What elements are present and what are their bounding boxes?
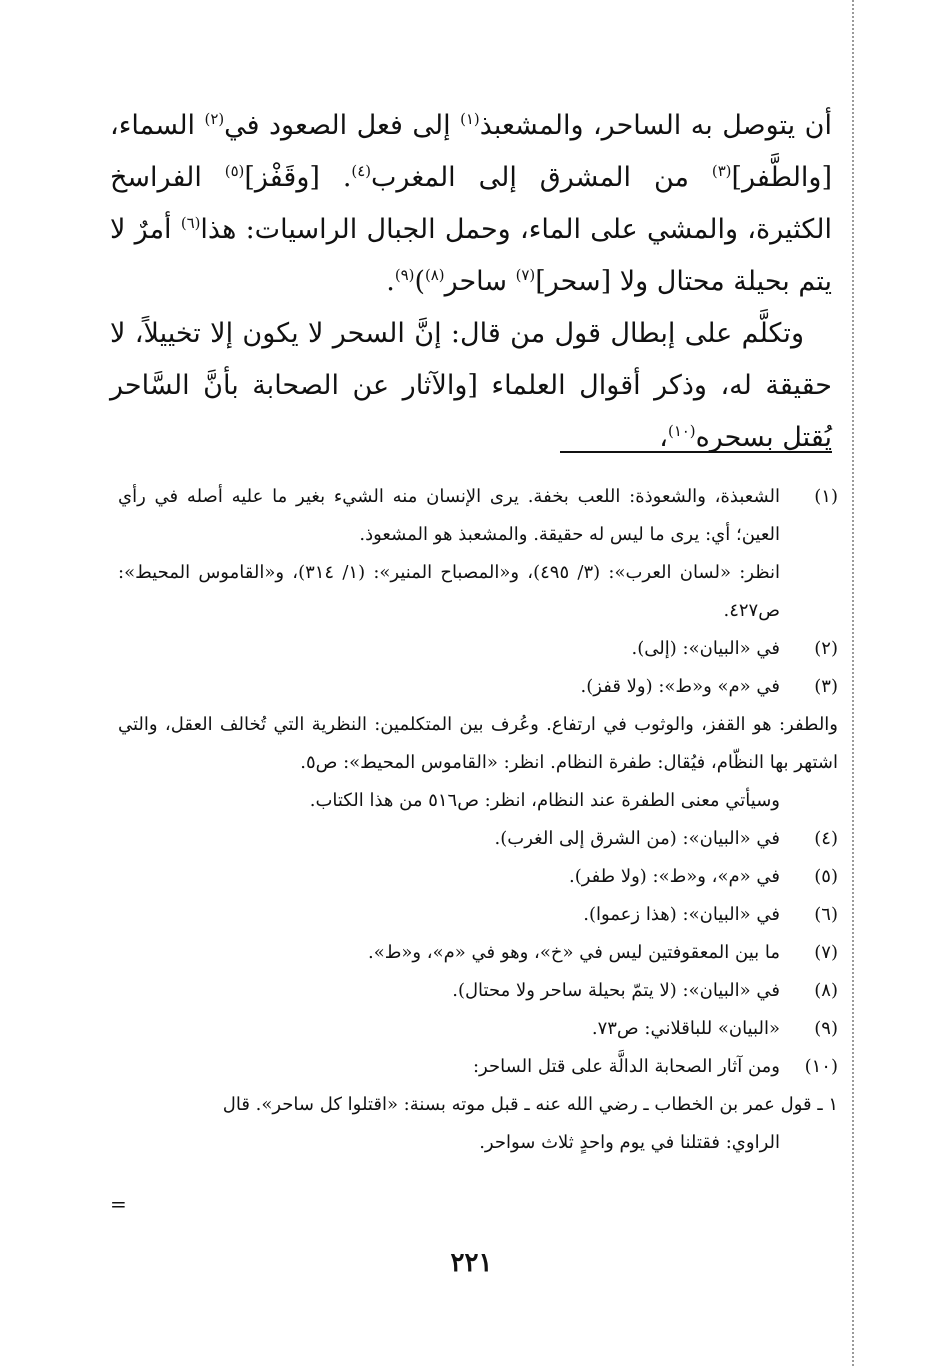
footnote-number: (٥) xyxy=(814,866,838,887)
footnote-text: في «البيان»: (إلى). xyxy=(631,638,780,659)
footnote-1-reference: انظر: «لسان العرب»: (٣/ ٤٩٥)، و«المصباح المنير»: (١/ ٣١٤)، و«القاموس المحيط»: ص٤٢٧. xyxy=(118,562,780,621)
footnote-1 xyxy=(118,478,838,554)
footnote-number: (٤) xyxy=(814,828,838,849)
footnote-ref-4[interactable]: (٤) xyxy=(351,162,371,180)
footnote-ref-10[interactable]: (١٠) xyxy=(668,422,696,440)
footnote-number: (٧) xyxy=(814,942,838,963)
footnote-6 xyxy=(118,896,838,934)
footnote-number: (٦) xyxy=(814,904,838,925)
footnote-ref-2[interactable]: (٢) xyxy=(204,110,225,128)
footnote-number: (١٠) xyxy=(804,1056,838,1077)
footnote-9 xyxy=(118,1010,838,1048)
footnote-text: ومن آثار الصحابة الدالَّة على قتل الساحر: xyxy=(472,1056,780,1077)
footnote-5 xyxy=(118,858,838,896)
footnote-7 xyxy=(118,934,838,972)
footnote-8 xyxy=(118,972,838,1010)
footnote-ref-7[interactable]: (٧) xyxy=(515,266,536,284)
footnote-text: ما بين المعقوفتين ليس في «خ»، وهو في «م»، و«ط». xyxy=(368,942,780,963)
main-paragraph-2: وتكلَّم على إبطال قول من قال: إنَّ السحر لا يكون إلا تخييلاً، لا حقيقة له، وذكر أقوال العلماء [والآثار عن الصحابة بأنَّ السَّاحر يُقتل بسحره$^{(١٠)}$، xyxy=(110,318,832,453)
footnote-10 xyxy=(118,1048,838,1086)
footnote-number: (٨) xyxy=(814,980,838,1001)
footnote-3-cross-reference: وسيأتي معنى الطفرة عند النظام، انظر: ص٥١٦ من هذا الكتاب. xyxy=(309,790,780,811)
footnote-text: «البيان» للباقلاني: ص٧٣. xyxy=(591,1018,780,1039)
footnote-ref-9[interactable]: (٩) xyxy=(394,266,415,284)
footnote-number: (١) xyxy=(814,486,838,507)
footnote-text: في «م»، و«ط»: (ولا طفر). xyxy=(569,866,780,887)
footnote-10-item-1-continued: الراوي: فقتلنا في يوم واحدٍ ثلاث سواحر. xyxy=(479,1132,780,1153)
footnote-text: في «البيان»: (هذا زعموا). xyxy=(583,904,780,925)
footnote-number: (٢) xyxy=(814,638,838,659)
footnote-text: في «البيان»: (لا يتمّ بحيلة ساحر ولا محتال). xyxy=(452,980,780,1001)
footnote-ref-3[interactable]: (٣) xyxy=(711,162,732,180)
footnote-text: في «م» و«ط»: (ولا قفز). xyxy=(580,676,780,697)
footnote-ref-1[interactable]: (١) xyxy=(460,110,480,128)
footnote-separator-rule xyxy=(560,451,832,453)
footnote-number: (٩) xyxy=(814,1018,838,1039)
footnote-ref-5[interactable]: (٥) xyxy=(224,162,245,180)
main-paragraph-1: أن يتوصل به الساحر، والمشعبذ$^{(١)}$ إلى فعل الصعود في$^{(٢)}$ السماء، [والطَّفر]$^{(٣)}$ من المشرق إلى المغرب$^{(٤)}$. [وقَفْز]$^{(٥)}$ الفراسخ الكثيرة، والمشي على الماء، وحمل الجبال الراسيات: هذا$^{(٦)}$ أمرٌ لا يتم بحيلة محتال ولا [سحر]$^{(٧)}$ ساحر$^{(٨)}$)$^{(٩)}$. xyxy=(110,110,833,297)
footnotes xyxy=(118,478,838,1162)
footnote-ref-8[interactable]: (٨) xyxy=(425,266,445,284)
main-text xyxy=(110,100,832,464)
footnote-4 xyxy=(118,820,838,858)
footnote-text: الشعبذة، والشعوذة: اللعب بخفة. يرى الإنسان منه الشيء بغير ما عليه أصله في رأي العين؛ أي: يرى ما ليس له حقيقة. والمشعبذ هو المشعوذ. xyxy=(118,486,780,545)
footnote-text: في «البيان»: (من الشرق إلى الغرب). xyxy=(494,828,780,849)
footnote-3-explanation: والطفر: هو القفز، والوثوب في ارتفاع. وعُرف بين المتكلمين: النظرية التي تُخالف العقل، والتي اشتهر بها النظّام، فيُقال: طفرة النظام. انظر: «القاموس المحيط»: ص٥. xyxy=(118,714,838,773)
page-number: ٢٢١ xyxy=(450,1248,493,1278)
footnote-3 xyxy=(118,668,838,706)
continuation-mark: = xyxy=(110,1192,127,1216)
footnote-number: (٣) xyxy=(814,676,838,697)
margin-dotted-line xyxy=(852,0,854,1366)
footnote-10-item-1: ١ ـ قول عمر بن الخطاب ـ رضي الله عنه ـ قبل موته بسنة: «اقتلوا كل ساحر». قال xyxy=(222,1094,838,1115)
footnote-2 xyxy=(118,630,838,668)
footnote-ref-6[interactable]: (٦) xyxy=(180,214,201,232)
